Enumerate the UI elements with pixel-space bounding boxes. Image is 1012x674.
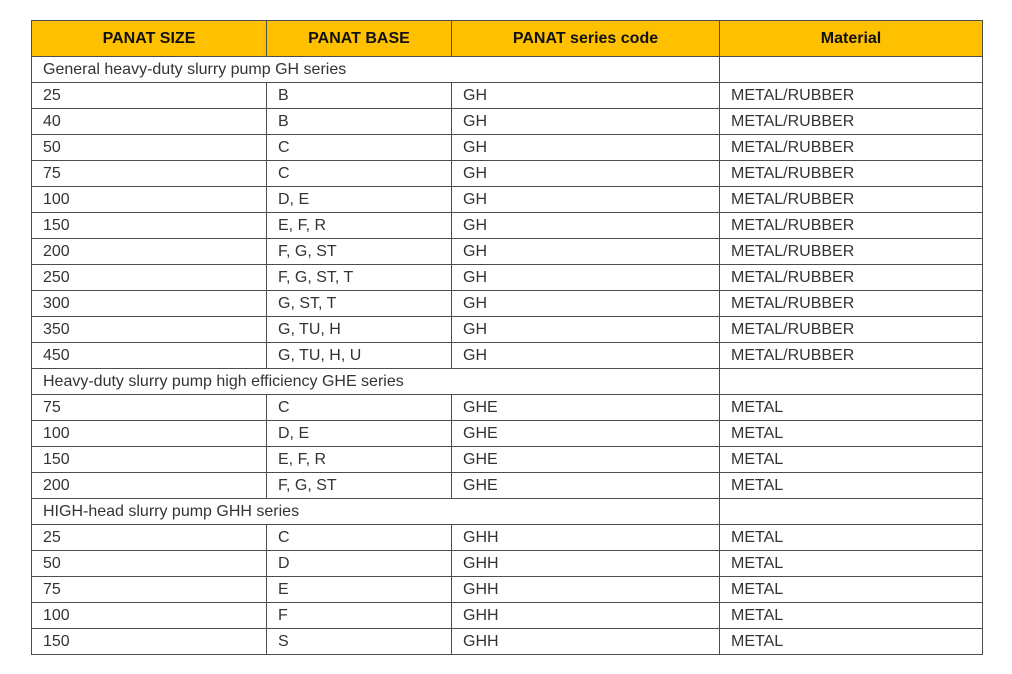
table-row	[32, 629, 983, 655]
cell-size: 450	[32, 343, 267, 369]
cell-material: METAL	[720, 473, 983, 499]
table-row	[32, 213, 983, 239]
cell-series-code: GHE	[452, 395, 720, 421]
cell-material: METAL/RUBBER	[720, 317, 983, 343]
table-row	[32, 447, 983, 473]
cell-material: METAL/RUBBER	[720, 109, 983, 135]
cell-size: 75	[32, 577, 267, 603]
cell-base: C	[267, 395, 452, 421]
cell-series-code: GH	[452, 265, 720, 291]
cell-base: F, G, ST	[267, 473, 452, 499]
cell-base: G, TU, H	[267, 317, 452, 343]
cell-material: METAL/RUBBER	[720, 265, 983, 291]
section-empty-cell	[720, 57, 983, 83]
table-row	[32, 473, 983, 499]
section-row	[32, 57, 983, 83]
cell-series-code: GHE	[452, 447, 720, 473]
cell-base: F, G, ST	[267, 239, 452, 265]
cell-material: METAL/RUBBER	[720, 291, 983, 317]
cell-size: 75	[32, 395, 267, 421]
cell-size: 150	[32, 447, 267, 473]
section-title: HIGH-head slurry pump GHH series	[32, 499, 720, 525]
cell-base: F, G, ST, T	[267, 265, 452, 291]
cell-base: C	[267, 525, 452, 551]
cell-material: METAL	[720, 447, 983, 473]
cell-material: METAL/RUBBER	[720, 161, 983, 187]
table-header	[32, 21, 983, 57]
table-row	[32, 317, 983, 343]
cell-base: D, E	[267, 187, 452, 213]
cell-series-code: GH	[452, 187, 720, 213]
cell-size: 100	[32, 187, 267, 213]
cell-series-code: GH	[452, 109, 720, 135]
cell-base: D	[267, 551, 452, 577]
table-row	[32, 135, 983, 161]
cell-base: B	[267, 109, 452, 135]
cell-base: C	[267, 135, 452, 161]
cell-material: METAL	[720, 629, 983, 655]
cell-size: 150	[32, 213, 267, 239]
cell-material: METAL	[720, 577, 983, 603]
cell-series-code: GHH	[452, 525, 720, 551]
cell-material: METAL/RUBBER	[720, 83, 983, 109]
cell-base: G, ST, T	[267, 291, 452, 317]
cell-size: 300	[32, 291, 267, 317]
cell-material: METAL/RUBBER	[720, 187, 983, 213]
cell-series-code: GH	[452, 291, 720, 317]
cell-size: 100	[32, 603, 267, 629]
cell-material: METAL/RUBBER	[720, 343, 983, 369]
cell-base: E, F, R	[267, 447, 452, 473]
cell-series-code: GHH	[452, 629, 720, 655]
cell-size: 25	[32, 83, 267, 109]
cell-series-code: GHH	[452, 577, 720, 603]
cell-series-code: GH	[452, 83, 720, 109]
cell-base: E, F, R	[267, 213, 452, 239]
cell-material: METAL	[720, 525, 983, 551]
table-row	[32, 395, 983, 421]
header-row	[32, 21, 983, 57]
cell-series-code: GH	[452, 239, 720, 265]
header-series-code: PANAT series code	[452, 21, 720, 57]
cell-size: 50	[32, 135, 267, 161]
cell-size: 150	[32, 629, 267, 655]
cell-size: 75	[32, 161, 267, 187]
cell-size: 250	[32, 265, 267, 291]
cell-base: S	[267, 629, 452, 655]
cell-base: E	[267, 577, 452, 603]
table-row	[32, 577, 983, 603]
table-row	[32, 603, 983, 629]
table-row	[32, 291, 983, 317]
header-panat-size: PANAT SIZE	[32, 21, 267, 57]
cell-series-code: GH	[452, 213, 720, 239]
table-row	[32, 161, 983, 187]
section-empty-cell	[720, 499, 983, 525]
cell-series-code: GH	[452, 135, 720, 161]
cell-size: 200	[32, 239, 267, 265]
header-panat-base: PANAT BASE	[267, 21, 452, 57]
cell-base: B	[267, 83, 452, 109]
section-title: Heavy-duty slurry pump high efficiency GHE series	[32, 369, 720, 395]
table-row	[32, 343, 983, 369]
header-material: Material	[720, 21, 983, 57]
cell-size: 350	[32, 317, 267, 343]
section-title: General heavy-duty slurry pump GH series	[32, 57, 720, 83]
cell-material: METAL	[720, 421, 983, 447]
cell-series-code: GH	[452, 343, 720, 369]
cell-base: F	[267, 603, 452, 629]
table-row	[32, 265, 983, 291]
section-empty-cell	[720, 369, 983, 395]
cell-series-code: GHH	[452, 603, 720, 629]
cell-series-code: GH	[452, 317, 720, 343]
cell-base: G, TU, H, U	[267, 343, 452, 369]
table-row	[32, 187, 983, 213]
cell-size: 50	[32, 551, 267, 577]
pump-spec-table	[31, 20, 983, 655]
cell-material: METAL	[720, 603, 983, 629]
cell-material: METAL	[720, 395, 983, 421]
cell-size: 100	[32, 421, 267, 447]
table-row	[32, 83, 983, 109]
cell-series-code: GHH	[452, 551, 720, 577]
section-row	[32, 369, 983, 395]
cell-material: METAL	[720, 551, 983, 577]
table-row	[32, 525, 983, 551]
table-row	[32, 109, 983, 135]
cell-series-code: GHE	[452, 473, 720, 499]
cell-size: 200	[32, 473, 267, 499]
cell-material: METAL/RUBBER	[720, 213, 983, 239]
cell-size: 40	[32, 109, 267, 135]
cell-material: METAL/RUBBER	[720, 135, 983, 161]
cell-base: C	[267, 161, 452, 187]
cell-material: METAL/RUBBER	[720, 239, 983, 265]
table-row	[32, 421, 983, 447]
cell-series-code: GH	[452, 161, 720, 187]
cell-base: D, E	[267, 421, 452, 447]
section-row	[32, 499, 983, 525]
table-row	[32, 551, 983, 577]
cell-series-code: GHE	[452, 421, 720, 447]
table-row	[32, 239, 983, 265]
cell-size: 25	[32, 525, 267, 551]
table-body	[32, 57, 983, 655]
